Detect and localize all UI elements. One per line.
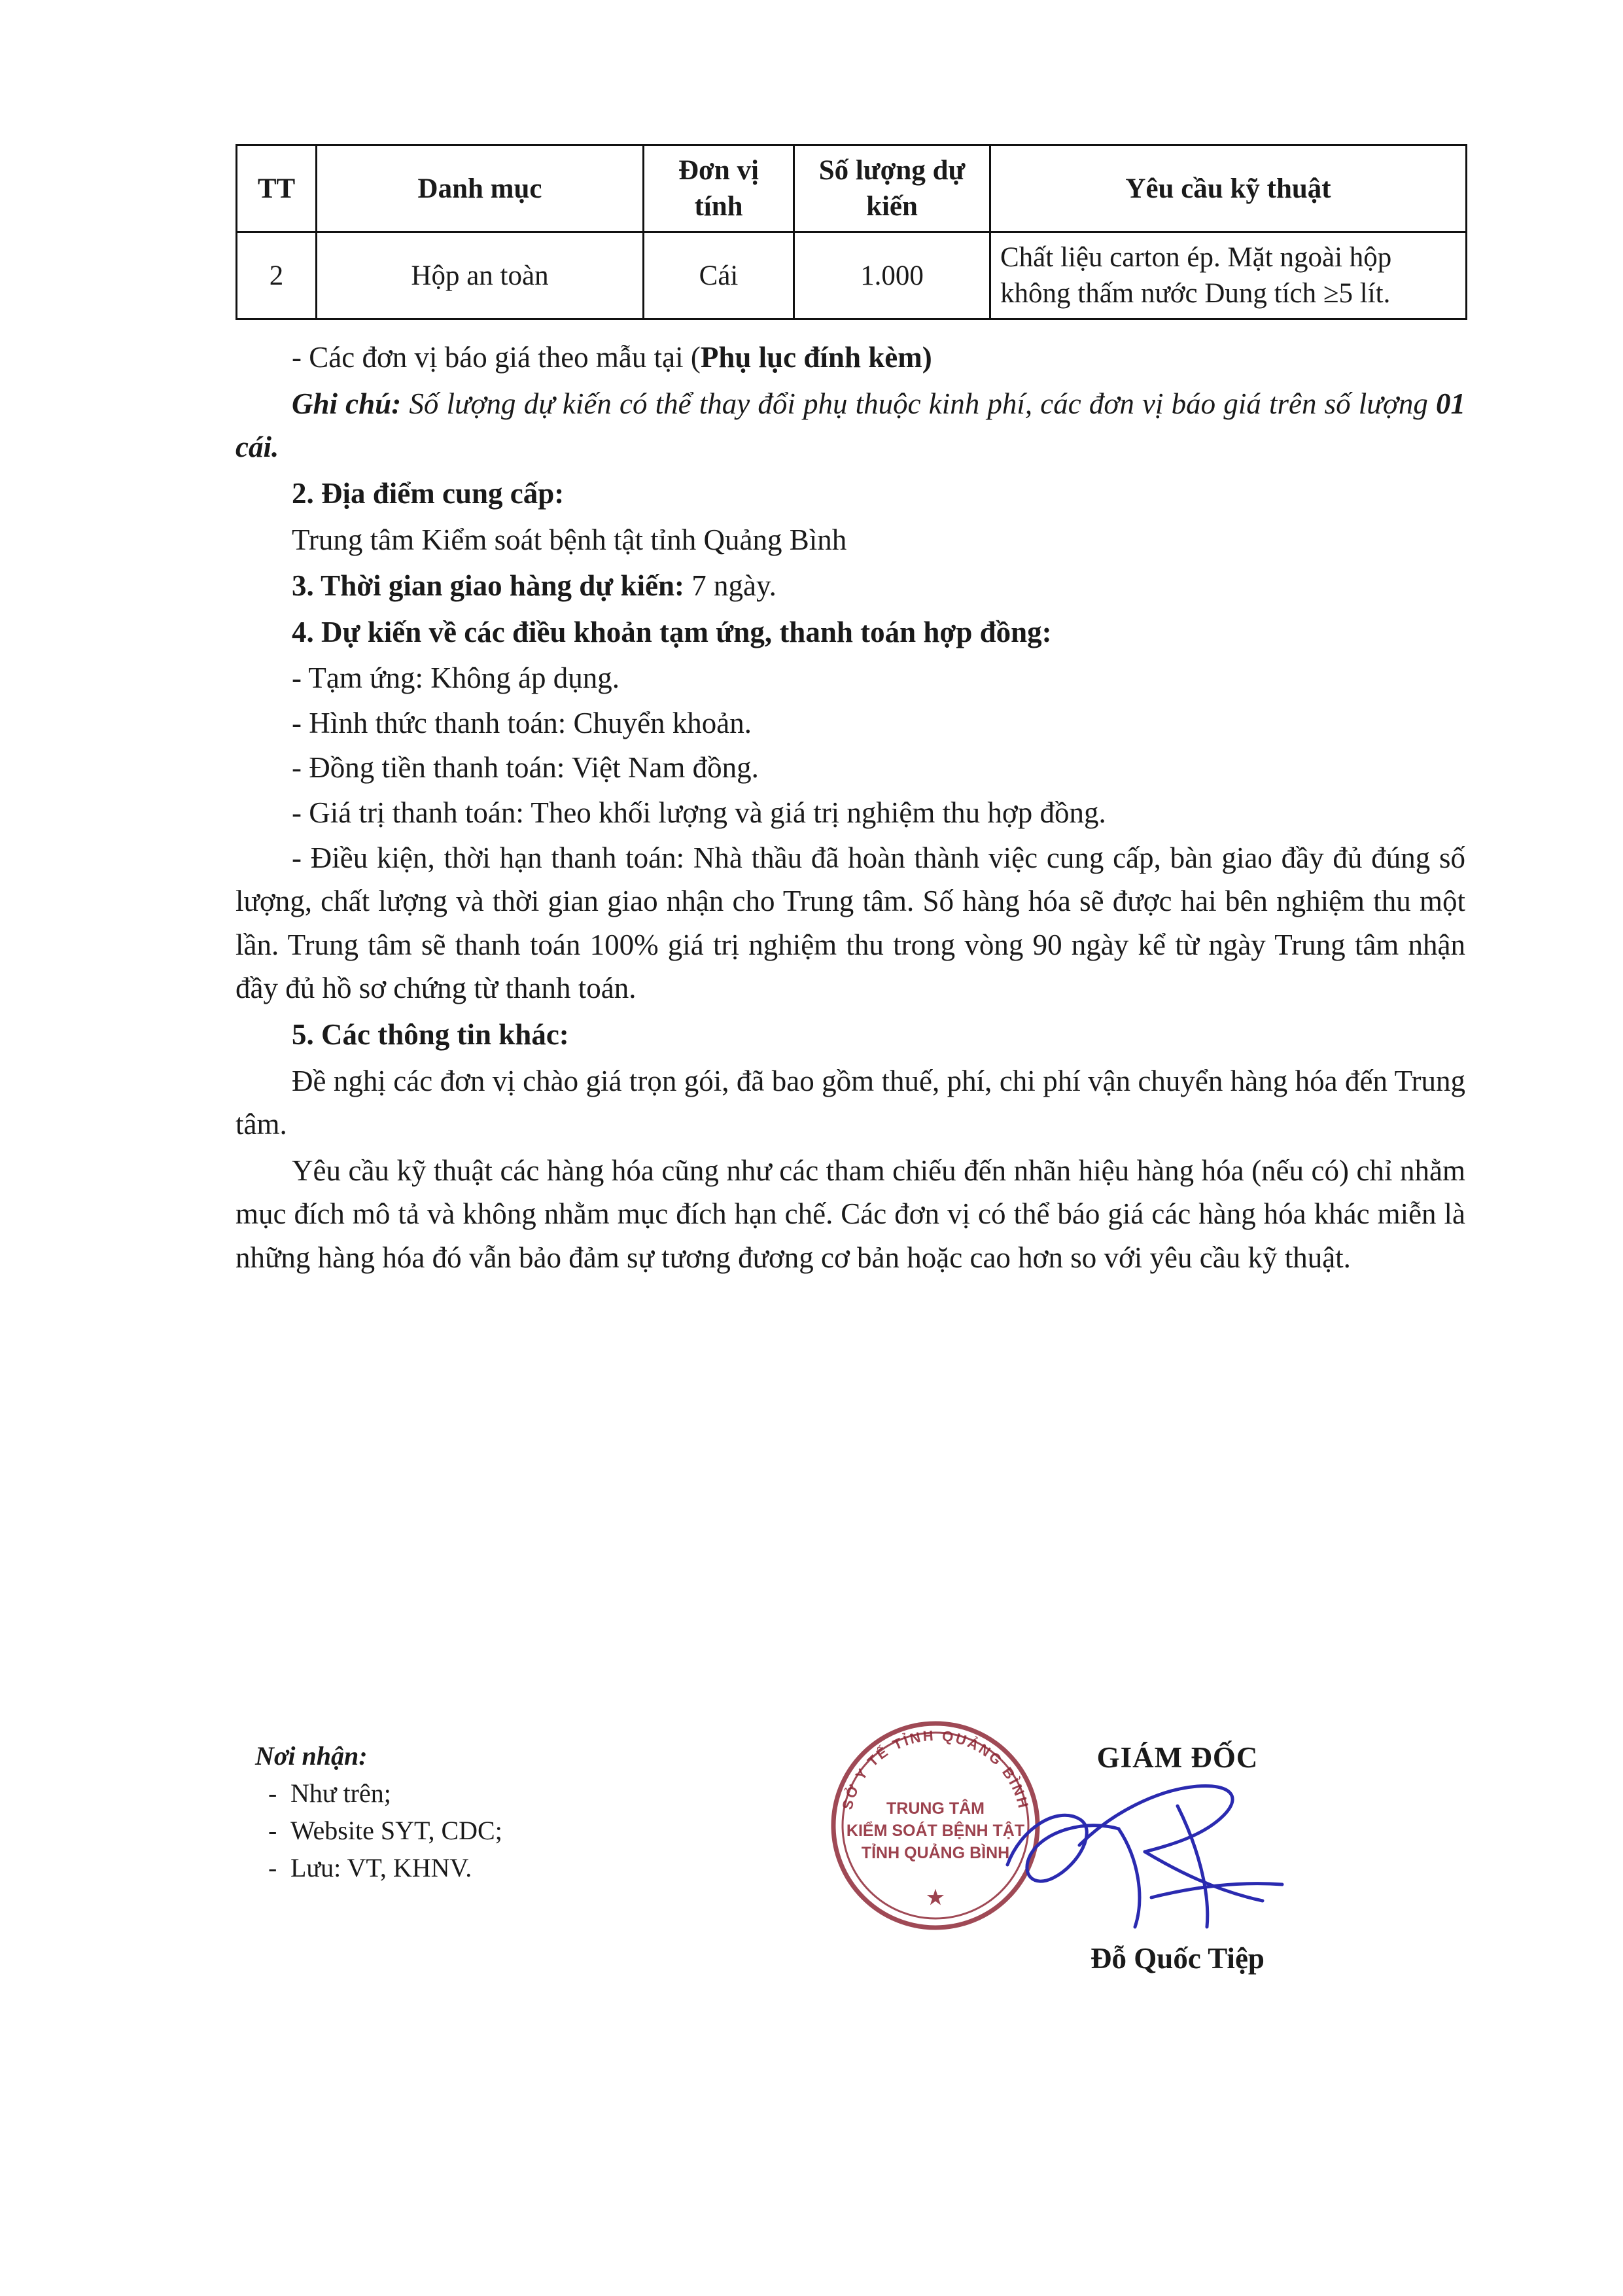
cell-name: Hộp an toàn (317, 232, 644, 319)
header-so-luong-du-kien: Số lượng dự kiến (794, 145, 990, 232)
table-row (237, 232, 1467, 319)
section-4-item-2: - Hình thức thanh toán: Chuyển khoản. (292, 706, 752, 739)
signatory-role: GIÁM ĐỐC (1096, 1741, 1259, 1774)
specification-table (236, 144, 1467, 320)
header-tt: TT (237, 145, 317, 232)
cell-requirement: Chất liệu carton ép. Mặt ngoài hộp không thấm nước Dung tích ≥5 lít. (990, 232, 1467, 319)
table-header-row (237, 145, 1467, 232)
document-content (236, 144, 1465, 1282)
list-item: - Lưu: VT, KHNV. (290, 1850, 752, 1887)
section-3-text: 7 ngày. (684, 569, 777, 603)
header-danh-muc: Danh mục (317, 145, 644, 232)
section-3-title: 3. Thời gian giao hàng dự kiến: (292, 569, 685, 603)
recipients-title: Nơi nhận: (255, 1741, 368, 1771)
recipients-block (255, 1740, 752, 1886)
recipients-list (255, 1775, 752, 1886)
svg-text:TỈNH QUẢNG BÌNH: TỈNH QUẢNG BÌNH (861, 1844, 1010, 1862)
svg-text:★: ★ (926, 1887, 945, 1909)
cell-tt: 2 (237, 232, 317, 319)
note-paragraph (236, 382, 1465, 469)
header-don-vi-tinh: Đơn vị tính (644, 145, 794, 232)
section-2-text: Trung tâm Kiểm soát bệnh tật tỉnh Quảng Bình (292, 523, 847, 556)
list-item: - Như trên; (290, 1775, 752, 1812)
section-4-item-1: - Tạm ứng: Không áp dụng. (292, 662, 620, 695)
cell-qty: 1.000 (794, 232, 990, 319)
section-2-title: 2. Địa điểm cung cấp: (292, 476, 565, 510)
note-label: Ghi chú: (292, 387, 402, 420)
header-yeu-cau-ky-thuat: Yêu cầu kỹ thuật (990, 145, 1467, 232)
note-bold: 01 cái. (236, 387, 1465, 464)
bullet-quote-form-text: - Các đơn vị báo giá theo mẫu tại ( (292, 341, 701, 374)
section-5-paragraph-2: Yêu cầu kỹ thuật các hàng hóa cũng như các tham chiếu đến nhãn hiệu hàng hóa (nếu có) chỉ nhằm mục đích mô tả và không nhằm mục đích hạn chế. Các đơn vị có thể báo giá các hàng hóa khác miễn là những hàng hóa đó vẫn bảo đảm sự tương đương cơ bản hoặc cao hơn so với yêu cầu kỹ thuật. (236, 1154, 1465, 1274)
note-text: Số lượng dự kiến có thể thay đổi phụ thuộc kinh phí, các đơn vị báo giá trên số lượng (401, 387, 1436, 420)
signature-block (926, 1740, 1426, 1975)
bullet-quote-form (236, 336, 1465, 380)
bullet-quote-form-bold: Phụ lục đính kèm) (700, 341, 932, 374)
document-footer (236, 1727, 1465, 2199)
svg-text:TRUNG TÂM: TRUNG TÂM (886, 1799, 985, 1818)
section-5-title: 5. Các thông tin khác: (292, 1018, 569, 1051)
section-4-item-3: - Đồng tiền thanh toán: Việt Nam đồng. (292, 751, 759, 785)
svg-text:SỞ Y TẾ TỈNH QUẢNG BÌNH: SỞ Y TẾ TỈNH QUẢNG BÌNH (839, 1727, 1032, 1812)
section-4-payment-conditions: - Điều kiện, thời hạn thanh toán: Nhà thầu đã hoàn thành việc cung cấp, bàn giao đầy đủ đúng số lượng, chất lượng và thời gian giao nhận cho Trung tâm. Số hàng hóa sẽ được hai bên nghiệm thu một lần. Trung tâm sẽ thanh toán 100% giá trị nghiệm thu trong vòng 90 ngày kể từ ngày Trung tâm nhận đầy đủ hồ sơ chứng từ thanh toán. (236, 841, 1465, 1005)
section-3-line (236, 564, 1465, 608)
section-5-paragraph-1: Đề nghị các đơn vị chào giá trọn gói, đã bao gồm thuế, phí, chi phí vận chuyển hàng hóa đến Trung tâm. (236, 1064, 1465, 1141)
section-4-title: 4. Dự kiến về các điều khoản tạm ứng, thanh toán hợp đồng: (292, 615, 1052, 648)
cell-unit: Cái (644, 232, 794, 319)
list-item: - Website SYT, CDC; (290, 1812, 752, 1850)
svg-text:KIỂM SOÁT BỆNH TẬT: KIỂM SOÁT BỆNH TẬT (846, 1822, 1025, 1840)
signatory-name: Đỗ Quốc Tiệp (1091, 1942, 1265, 1975)
section-4-item-4: - Giá trị thanh toán: Theo khối lượng và giá trị nghiệm thu hợp đồng. (292, 796, 1106, 830)
